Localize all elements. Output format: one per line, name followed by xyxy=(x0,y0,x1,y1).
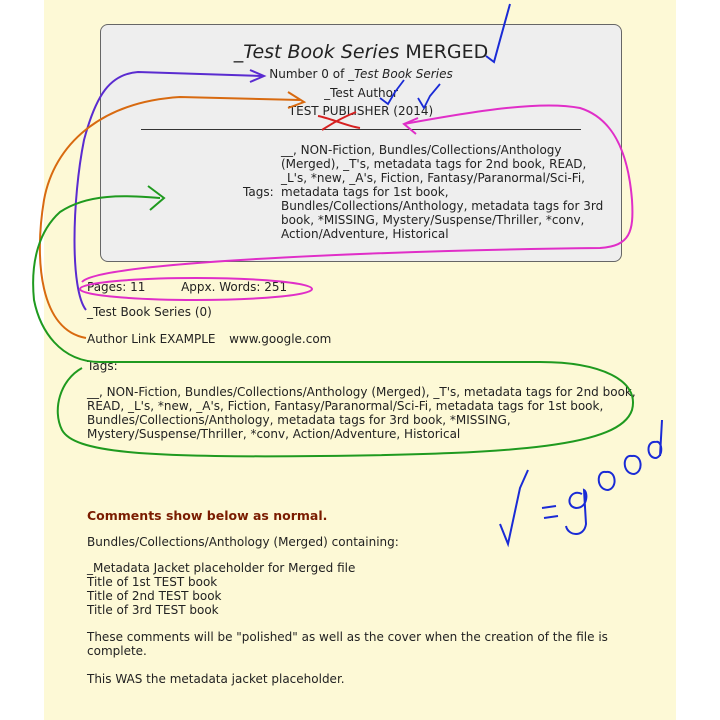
tags-detail-label: Tags: xyxy=(87,359,118,373)
comments-polished: These comments will be "polished" as well as the cover when the creation of the file is complete. xyxy=(87,630,608,658)
series-line: Number 0 of _Test Book Series xyxy=(269,67,453,81)
comments-footer: This WAS the metadata jacket placeholder. xyxy=(87,672,345,686)
book-title: _Test Book Series MERGED xyxy=(233,41,489,63)
list-item: Title of 2nd TEST book xyxy=(87,589,222,603)
comments-containing: Bundles/Collections/Anthology (Merged) containing: xyxy=(87,535,399,549)
card-tags-list: __, NON-Fiction, Bundles/Collections/Anthology (Merged), _T's, metadata tags for 2nd book, READ, _L's, *new, _A's, Fiction, Fantasy/Paranormal/Sci-Fi, metadata tags for 1st book, Bundles/Collections/Anthology, metadata tags for 3rd book, *MISSING, Mystery/Suspense/Thriller, *conv, Action/Adventure, Historical xyxy=(281,143,604,241)
series-detail: _Test Book Series (0) xyxy=(87,305,212,319)
comments-item-list xyxy=(87,561,647,617)
book-info-card xyxy=(100,24,622,262)
comments-heading: Comments show below as normal. xyxy=(87,508,328,523)
author-link-label: Author Link EXAMPLE xyxy=(87,332,216,346)
publisher-line: TEST PUBLISHER (2014) xyxy=(288,104,434,118)
card-tags-label: Tags: xyxy=(243,185,274,199)
list-item: _Metadata Jacket placeholder for Merged file xyxy=(87,561,356,575)
author-link-url[interactable]: www.google.com xyxy=(229,332,332,346)
tags-detail-list: __, NON-Fiction, Bundles/Collections/Anthology (Merged), _T's, metadata tags for 2nd book, READ, _L's, *new, _A's, Fiction, Fantasy/Paranormal/Sci-Fi, metadata tags for 1st book, Bundles/Collections/Anthology, metadata tags for 3rd book, *MISSING, Mystery/Suspense/Thriller, *conv, Action/Adventure, Historical xyxy=(87,385,636,441)
author-link-row xyxy=(87,332,331,346)
pages-count: Pages: 11 xyxy=(87,280,146,294)
list-item: Title of 3rd TEST book xyxy=(87,603,219,617)
pages-words-row xyxy=(87,280,287,294)
divider xyxy=(141,129,581,130)
list-item: Title of 1st TEST book xyxy=(87,575,218,589)
author-line: _Test Author xyxy=(324,86,398,100)
word-count: Appx. Words: 251 xyxy=(181,280,288,294)
